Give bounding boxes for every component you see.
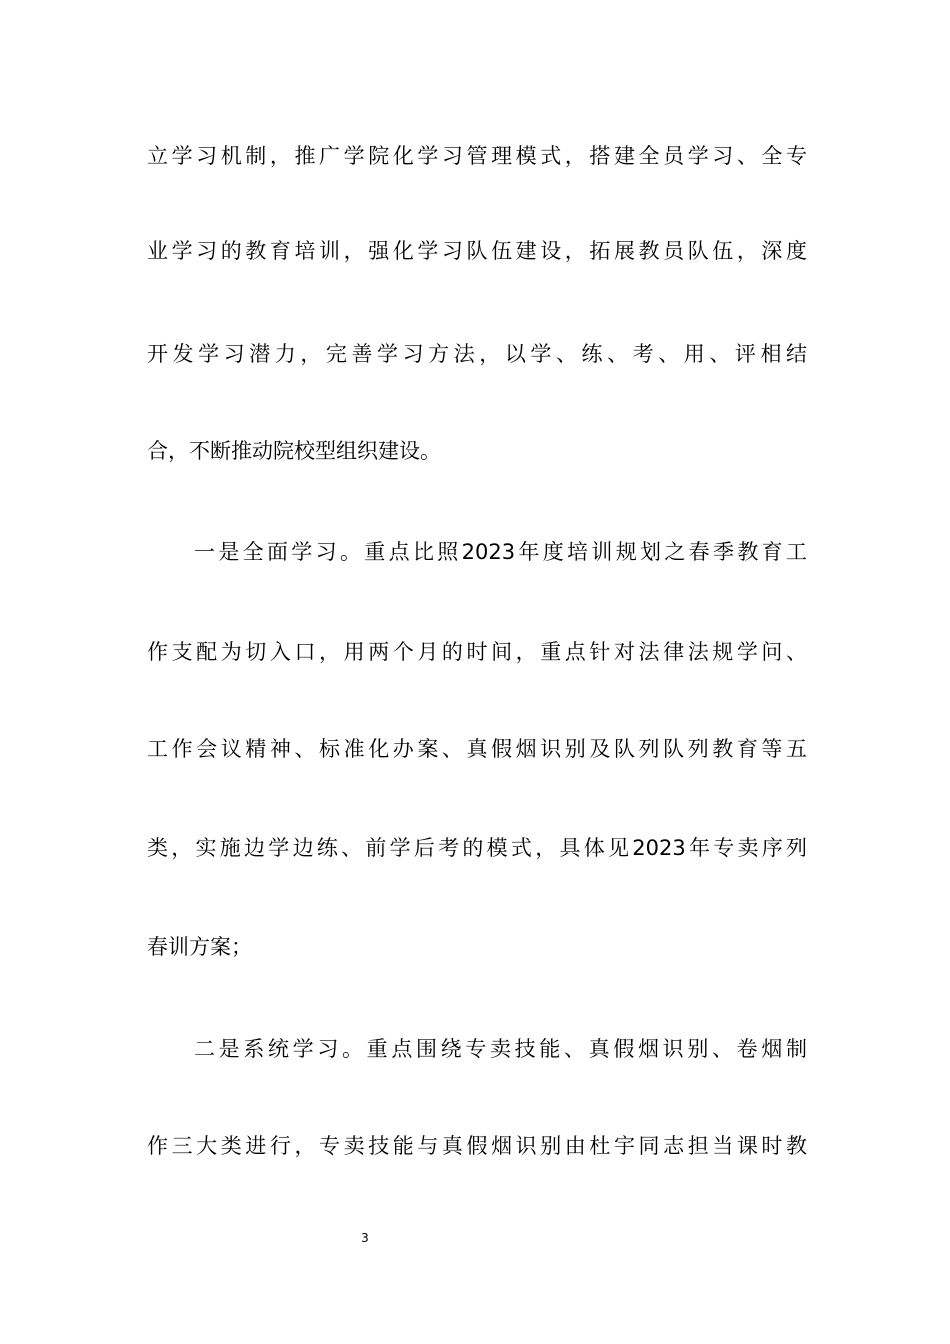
body-text-line: 开发学习潜力，完善学习方法，以学、练、考、用、评相结 [147,342,807,366]
body-text-line: 合，不断推动院校型组织建设。 [147,439,441,463]
body-text-line: 类，实施边学边练、前学后考的模式，具体见2023年专卖序列 [147,836,807,860]
body-text-line: 业学习的教育培训，强化学习队伍建设，拓展教员队伍，深度 [147,239,807,263]
body-text-line: 春训方案； [147,935,252,959]
body-text-line: 立学习机制，推广学院化学习管理模式，搭建全员学习、全专 [147,144,807,168]
page-number: 3 [361,1231,369,1245]
body-text-line: 二是系统学习。重点围绕专卖技能、真假烟识别、卷烟制 [194,1037,807,1061]
body-text-line: 一是全面学习。重点比照2023年度培训规划之春季教育工 [194,540,807,564]
body-text-line: 作支配为切入口，用两个月的时间，重点针对法律法规学问、 [147,640,807,664]
body-text-line: 工作会议精神、标准化办案、真假烟识别及队列队列教育等五 [147,737,807,761]
body-text-line: 作三大类进行，专卖技能与真假烟识别由杜宇同志担当课时教 [147,1134,807,1158]
